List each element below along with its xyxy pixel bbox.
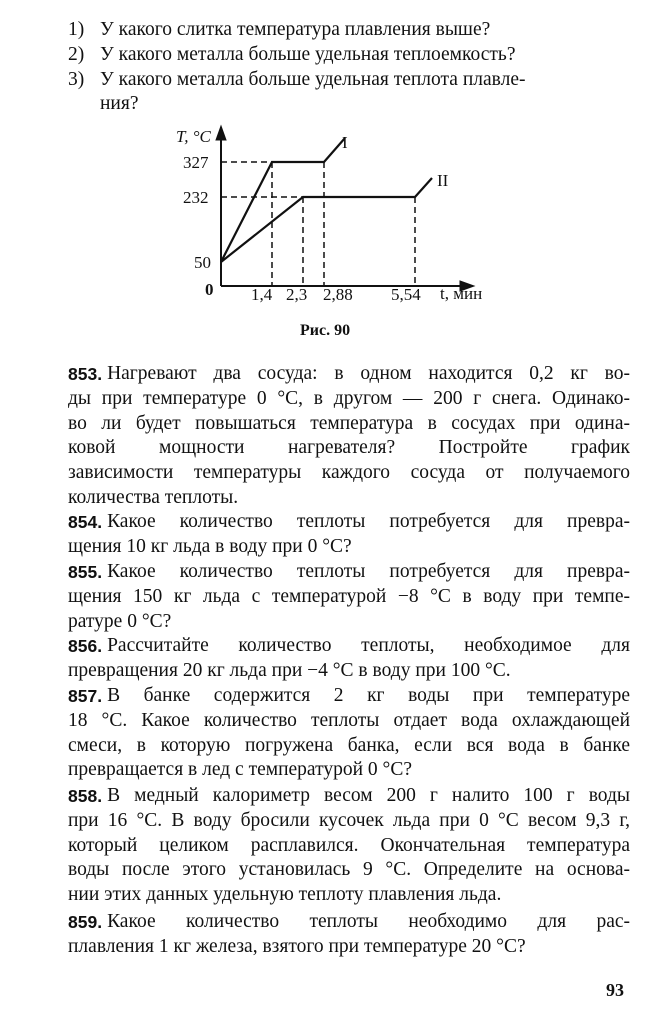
question-text: ния?: [100, 93, 139, 115]
figure-caption: Рис. 90: [300, 322, 351, 339]
question-text: У какого металла больше удельная теплоемкость?: [100, 43, 516, 65]
problem-line: [68, 784, 630, 809]
problem-line: превращения 20 кг льда при −4 °С в воду при 100 °С.: [68, 659, 511, 681]
origin-label: 0: [205, 280, 214, 299]
problem-number: 859.: [68, 912, 103, 932]
question-number: 3): [68, 68, 85, 90]
problem-number: 856.: [68, 636, 103, 656]
x-tick-1-4: 1,4: [251, 285, 273, 304]
series-II-label: II: [437, 171, 449, 190]
problem-number: 854.: [68, 512, 103, 532]
question-number: 2): [68, 43, 85, 65]
problem-line: количества теплоты.: [68, 486, 239, 508]
problem-line: 18 °С. Какое количество теплоты отдает вода охлаждающей: [68, 709, 630, 731]
problem-line: [68, 362, 630, 387]
problem-line: [68, 684, 630, 709]
y-tick-50: 50: [194, 253, 211, 272]
x-axis-label: t, мин: [440, 284, 483, 303]
question-number: 1): [68, 19, 85, 40]
problem-line: ратуре 0 °С?: [68, 610, 172, 632]
series-II-line: [221, 178, 432, 262]
problem-number: 855.: [68, 562, 103, 582]
problem-number: 858.: [68, 786, 103, 806]
problem-line: смеси, в которую погружена банка, если вся вода в банке: [68, 734, 630, 756]
problem-number: 857.: [68, 686, 103, 706]
problem-line: зависимости температуры каждого сосуда от получаемого: [68, 462, 630, 484]
problem-text: Нагревают два сосуда: в одном находится 0,2 кг во-: [107, 363, 630, 384]
x-tick-2-3: 2,3: [286, 285, 308, 304]
problem-line: ды при температуре 0 °С, в другом — 200 г снега. Одинако-: [68, 387, 630, 409]
x-tick-5-54: 5,54: [391, 285, 421, 304]
problem-text: В медный калориметр весом 200 г налито 100 г воды: [107, 785, 630, 806]
problem-858: [68, 784, 630, 908]
y-axis-arrow: [216, 126, 226, 140]
problem-line: щения 150 кг льда с температурой −8 °С в воду при темпе-: [68, 585, 630, 607]
x-tick-2-88: 2,88: [323, 285, 353, 304]
problem-855: [68, 560, 630, 634]
problem-text: Рассчитайте количество теплоты, необходимое для: [107, 635, 630, 656]
series-I-line: [221, 138, 345, 262]
problem-text: Какое количество теплоты потребуется для превра-: [107, 561, 630, 582]
problem-line: ковой мощности нагревателя? Постройте график: [68, 437, 630, 459]
problem-text: В банке содержится 2 кг воды при температуре: [107, 685, 630, 706]
problem-line: плавления 1 кг железа, взятого при температуре 20 °С?: [68, 935, 526, 957]
guide-lines: [221, 162, 415, 286]
problem-859: [68, 910, 630, 960]
problem-line: при 16 °С. В воду бросили кусочек льда при 0 °С весом 9,3 г,: [68, 809, 630, 831]
problem-857: [68, 684, 630, 783]
problem-line: [68, 910, 630, 935]
y-axis-label: T, °C: [176, 127, 211, 146]
problem-line: [68, 510, 630, 535]
problem-line: во ли будет повышаться температура в сосудах при одина-: [68, 412, 630, 434]
problem-line: воды после этого установилась 9 °С. Определите на основа-: [68, 859, 630, 881]
problem-line: который целиком расплавился. Окончательная температура: [68, 834, 630, 856]
problem-line: щения 10 кг льда в воду при 0 °С?: [68, 535, 352, 557]
series-I-label: I: [342, 133, 348, 152]
problem-text: Какое количество теплоты необходимо для рас-: [107, 911, 630, 932]
question-text: У какого металла больше удельная теплота плавле-: [100, 68, 526, 90]
problem-line: превращается в лед с температурой 0 °С?: [68, 759, 412, 781]
problem-854: [68, 510, 630, 560]
question-text: У какого слитка температура плавления выше?: [100, 19, 491, 40]
problem-line: [68, 634, 630, 659]
problem-line: [68, 560, 630, 585]
y-tick-232: 232: [183, 188, 209, 207]
page-number: 93: [606, 980, 624, 1000]
y-tick-327: 327: [183, 153, 209, 172]
problem-number: 853.: [68, 364, 103, 384]
problem-853: [68, 362, 630, 511]
problem-text: Какое количество теплоты потребуется для превра-: [107, 511, 630, 532]
figure-90-graph: [0, 0, 668, 340]
problem-line: нии этих данных удельную теплоту плавления льда.: [68, 884, 502, 906]
problem-856: [68, 634, 630, 684]
